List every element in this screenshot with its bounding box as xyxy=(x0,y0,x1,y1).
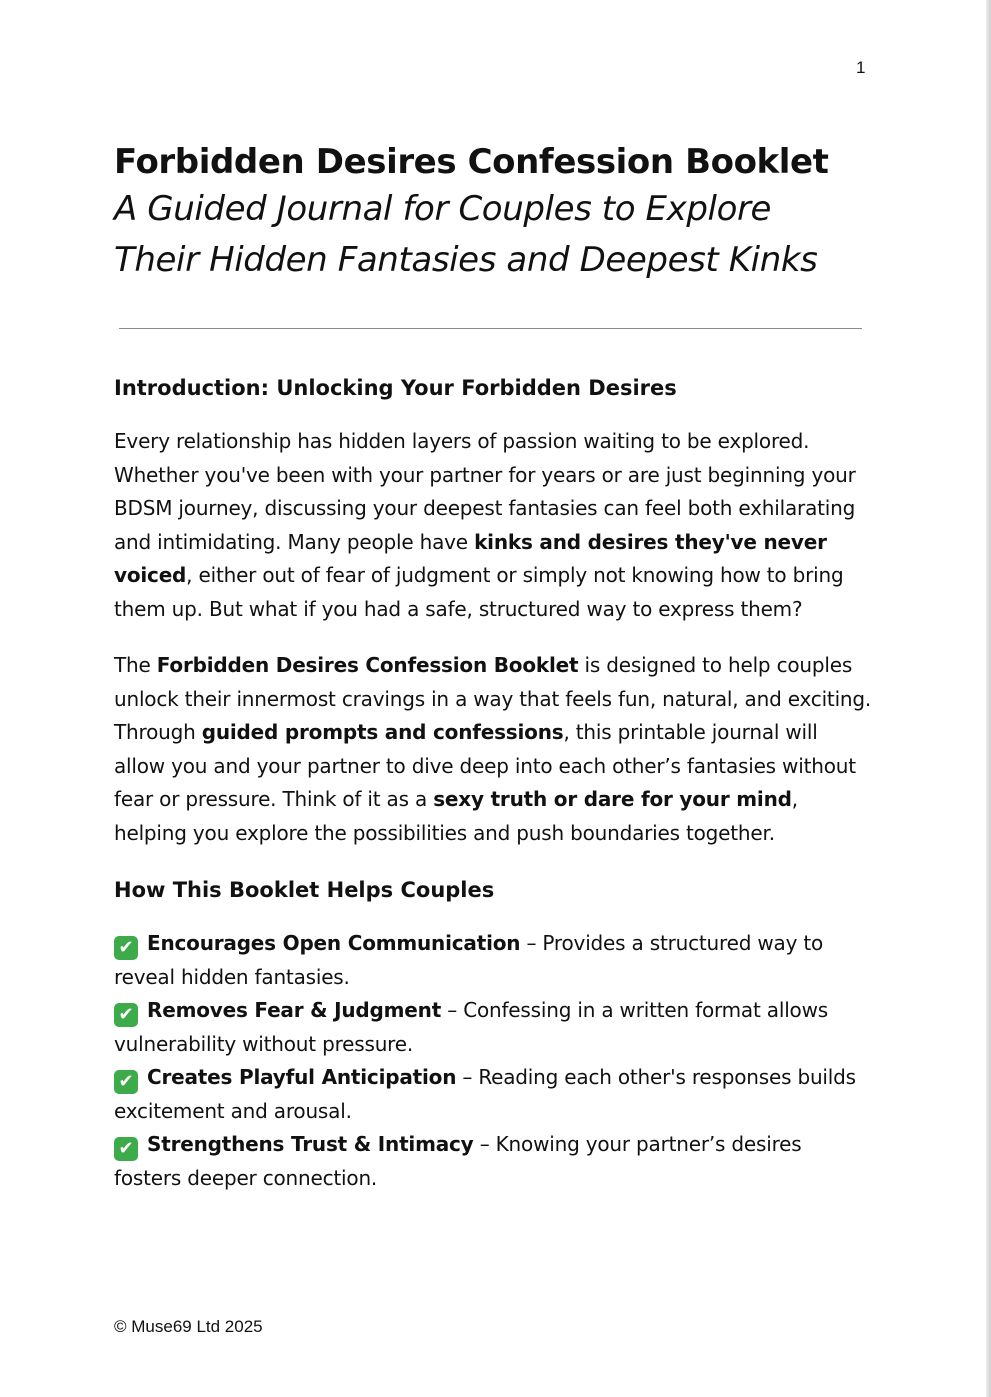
benefit-text: – Knowing your partner’s desires fosters deeper connection. xyxy=(114,1132,802,1190)
document-title: Forbidden Desires Confession Booklet xyxy=(114,142,829,182)
intro-p2-text-e: , this printable journal will allow you and your partner to dive deep into each other’s fantasies without fear or pressure. Think of it as a xyxy=(114,720,856,811)
intro-heading: Introduction: Unlocking Your Forbidden Desires xyxy=(114,376,677,400)
intro-p2-bold-booklet: Forbidden Desires Confession Booklet xyxy=(156,653,579,677)
benefit-text: – Provides a structured way to reveal hidden fantasies. xyxy=(114,931,824,989)
check-mark-icon: ✔ xyxy=(114,1003,138,1027)
page-number: 1 xyxy=(856,58,866,77)
benefit-text: – Reading each other's responses builds excitement and arousal. xyxy=(114,1065,856,1123)
benefits-heading: How This Booklet Helps Couples xyxy=(114,878,495,902)
intro-p2-bold-prompts: guided prompts and confessions xyxy=(201,720,564,744)
benefits-list xyxy=(114,927,872,1195)
intro-p2-text-a: The xyxy=(114,653,157,677)
intro-p2-text-g: , helping you explore the possibilities and push boundaries together. xyxy=(114,787,798,845)
intro-p1-text-a: Every relationship has hidden layers of passion waiting to be explored. Whether you've been with your partner for years or are just beginning your BDSM journey, discussing your deepest fantasies can feel both exhilarating and intimidating. Many people have xyxy=(114,429,856,554)
intro-paragraph-1 xyxy=(114,425,872,626)
page-edge-shadow xyxy=(986,0,991,1397)
benefit-title: Removes Fear & Judgment xyxy=(147,998,442,1022)
intro-p1-bold: kinks and desires they've never voiced xyxy=(114,529,827,587)
intro-p2-text-c: is designed to help couples unlock their innermost cravings in a way that feels fun, natural, and exciting. Through xyxy=(114,653,872,744)
intro-paragraph-2 xyxy=(114,649,872,850)
check-mark-icon: ✔ xyxy=(114,1070,138,1094)
benefit-title: Encourages Open Communication xyxy=(147,931,521,955)
benefit-item xyxy=(114,1128,872,1195)
benefit-text: – Confessing in a written format allows vulnerability without pressure. xyxy=(114,998,828,1056)
benefit-title: Strengthens Trust & Intimacy xyxy=(147,1132,474,1156)
intro-p1-text-c: , either out of fear of judgment or simply not knowing how to bring them up. But what if you had a safe, structured way to express them? xyxy=(114,563,844,621)
benefit-item xyxy=(114,1061,872,1128)
check-mark-icon: ✔ xyxy=(114,1137,138,1161)
document-subtitle xyxy=(114,184,872,286)
section-divider xyxy=(119,328,862,329)
check-mark-icon: ✔ xyxy=(114,936,138,960)
copyright-footer: © Muse69 Ltd 2025 xyxy=(114,1317,263,1336)
benefit-item xyxy=(114,994,872,1061)
subtitle-line-2: Their Hidden Fantasies and Deepest Kinks xyxy=(114,240,818,280)
intro-p2-bold-truth-dare: sexy truth or dare for your mind xyxy=(433,787,792,811)
benefit-item xyxy=(114,927,872,994)
document-content xyxy=(114,140,872,1195)
subtitle-line-1: A Guided Journal for Couples to Explore xyxy=(114,189,772,229)
benefit-title: Creates Playful Anticipation xyxy=(147,1065,457,1089)
